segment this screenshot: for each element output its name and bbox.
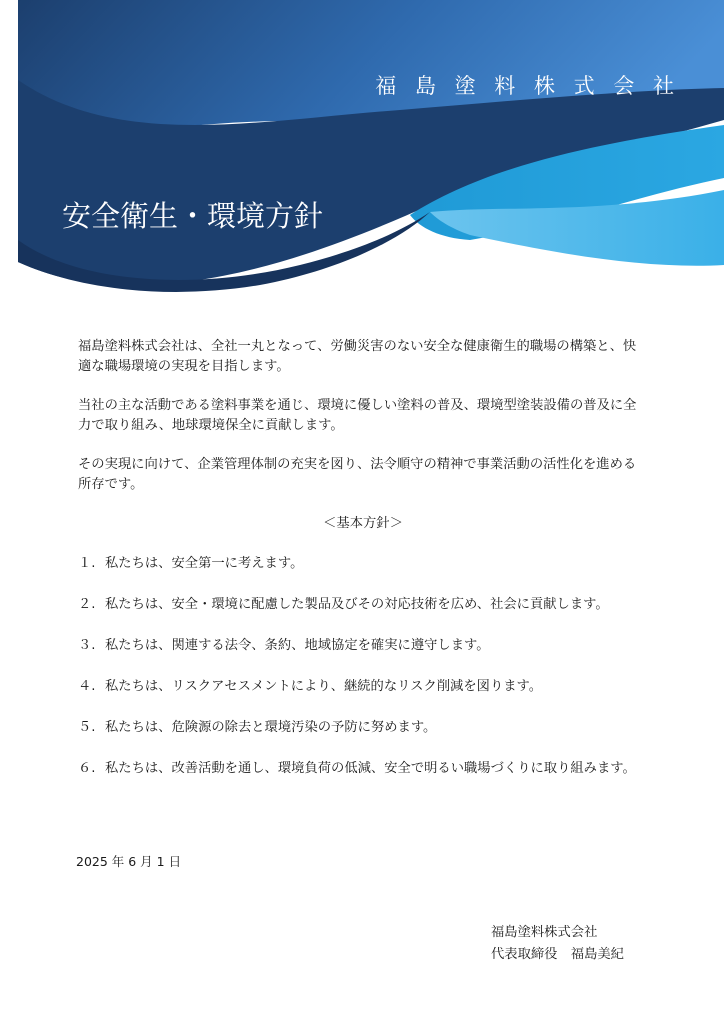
policy-number: ４.: [78, 679, 96, 694]
policy-item: [78, 636, 648, 656]
issue-date: 2025 年 6 月 1 日: [76, 854, 182, 869]
intro-paragraph-1: 福島塗料株式会社は、全社一丸となって、労働災害のない安全な健康衛生的職場の構築と、快適な職場環境の実現を目指します。: [78, 339, 637, 374]
intro-paragraph-3: その実現に向けて、企業管理体制の充実を図り、法令順守の精神で事業活動の活性化を進める所存です。: [78, 457, 637, 492]
header-banner: [0, 0, 724, 300]
policy-item: [78, 718, 648, 738]
policy-list: [78, 554, 648, 779]
policy-number: ２.: [78, 597, 96, 612]
signature-company: 福島塗料株式会社: [491, 925, 598, 940]
document-body: [78, 337, 648, 800]
policy-text: 私たちは、リスクアセスメントにより、継続的なリスク削減を図ります。: [105, 679, 543, 694]
policy-item: [78, 759, 648, 779]
signature-representative: 代表取締役 福島美紀: [491, 947, 624, 962]
intro-paragraph-2: 当社の主な活動である塗料事業を通じ、環境に優しい塗料の普及、環境型塗装設備の普及に全力で取り組み、地球環境保全に貢献します。: [78, 398, 637, 433]
policy-text: 私たちは、関連する法令、条約、地域協定を確実に遵守します。: [105, 638, 490, 653]
wave-background: [0, 0, 724, 300]
signature-block: [491, 922, 624, 966]
policy-number: １.: [78, 556, 96, 571]
policy-item: [78, 677, 648, 697]
policy-text: 私たちは、危険源の除去と環境汚染の予防に努めます。: [105, 720, 437, 735]
policy-number: ６.: [78, 761, 96, 776]
policy-text: 私たちは、安全・環境に配慮した製品及びその対応技術を広め、社会に貢献します。: [105, 597, 609, 612]
policy-text: 私たちは、改善活動を通し、環境負荷の低減、安全で明るい職場づくりに取り組みます。: [105, 761, 636, 776]
policy-number: ３.: [78, 638, 96, 653]
header-company-name: 福 島 塗 料 株 式 会 社: [375, 74, 680, 98]
document-title: 安全衛生・環境方針: [62, 199, 324, 233]
policy-heading: ＜基本方針＞: [323, 516, 403, 531]
policy-number: ５.: [78, 720, 96, 735]
policy-text: 私たちは、安全第一に考えます。: [105, 556, 304, 571]
policy-item: [78, 554, 648, 574]
policy-item: [78, 595, 648, 615]
